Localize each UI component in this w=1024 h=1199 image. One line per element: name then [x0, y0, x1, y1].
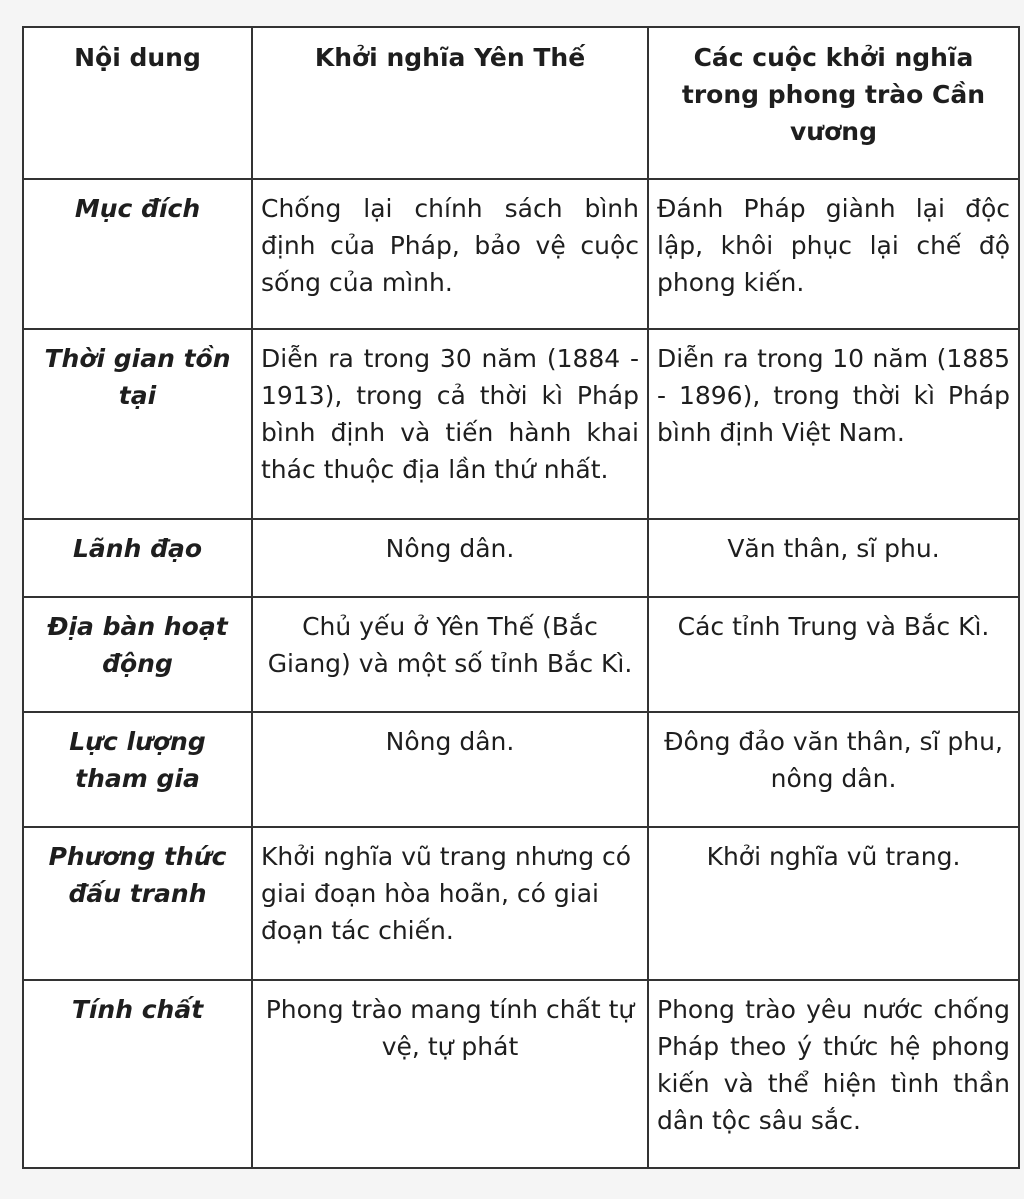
- cell-yen-the-nature: Phong trào mang tính chất tự vệ, tự phát: [252, 980, 648, 1168]
- cell-can-vuong-duration: Diễn ra trong 10 năm (1885 - 1896), trong thời kì Pháp bình định Việt Nam.: [648, 329, 1019, 519]
- cell-can-vuong-area: Các tỉnh Trung và Bắc Kì.: [648, 597, 1019, 712]
- row-label-area: Địa bàn hoạt động: [23, 597, 252, 712]
- table-row: [23, 980, 1019, 1168]
- table-row: [23, 519, 1019, 597]
- row-label-forces: Lực lượng tham gia: [23, 712, 252, 827]
- cell-can-vuong-leadership: Văn thân, sĩ phu.: [648, 519, 1019, 597]
- table-row: [23, 597, 1019, 712]
- table-row: [23, 179, 1019, 329]
- row-label-nature: Tính chất: [23, 980, 252, 1168]
- table-row: [23, 827, 1019, 980]
- row-label-purpose: Mục đích: [23, 179, 252, 329]
- cell-yen-the-forces: Nông dân.: [252, 712, 648, 827]
- cell-can-vuong-forces: Đông đảo văn thân, sĩ phu, nông dân.: [648, 712, 1019, 827]
- cell-yen-the-method: Khởi nghĩa vũ trang nhưng có giai đoạn hòa hoãn, có giai đoạn tác chiến.: [252, 827, 648, 980]
- cell-yen-the-leadership: Nông dân.: [252, 519, 648, 597]
- row-label-leadership: Lãnh đạo: [23, 519, 252, 597]
- table-row: [23, 329, 1019, 519]
- cell-can-vuong-method: Khởi nghĩa vũ trang.: [648, 827, 1019, 980]
- cell-yen-the-purpose: Chống lại chính sách bình định của Pháp, bảo vệ cuộc sống của mình.: [252, 179, 648, 329]
- table-row: [23, 712, 1019, 827]
- cell-can-vuong-nature: Phong trào yêu nước chống Pháp theo ý thức hệ phong kiến và thể hiện tình thần dân tộc sâu sắc.: [648, 980, 1019, 1168]
- header-can-vuong: Các cuộc khởi nghĩa trong phong trào Cần vương: [648, 27, 1019, 179]
- header-row: [23, 27, 1019, 179]
- header-yen-the: Khởi nghĩa Yên Thế: [252, 27, 648, 179]
- row-label-duration: Thời gian tồn tại: [23, 329, 252, 519]
- comparison-table-container: [22, 26, 1018, 1169]
- comparison-table: [22, 26, 1020, 1169]
- cell-yen-the-duration: Diễn ra trong 30 năm (1884 - 1913), trong cả thời kì Pháp bình định và tiến hành khai thác thuộc địa lần thứ nhất.: [252, 329, 648, 519]
- row-label-method: Phương thức đấu tranh: [23, 827, 252, 980]
- header-content: Nội dung: [23, 27, 252, 179]
- cell-yen-the-area: Chủ yếu ở Yên Thế (Bắc Giang) và một số tỉnh Bắc Kì.: [252, 597, 648, 712]
- cell-can-vuong-purpose: Đánh Pháp giành lại độc lập, khôi phục lại chế độ phong kiến.: [648, 179, 1019, 329]
